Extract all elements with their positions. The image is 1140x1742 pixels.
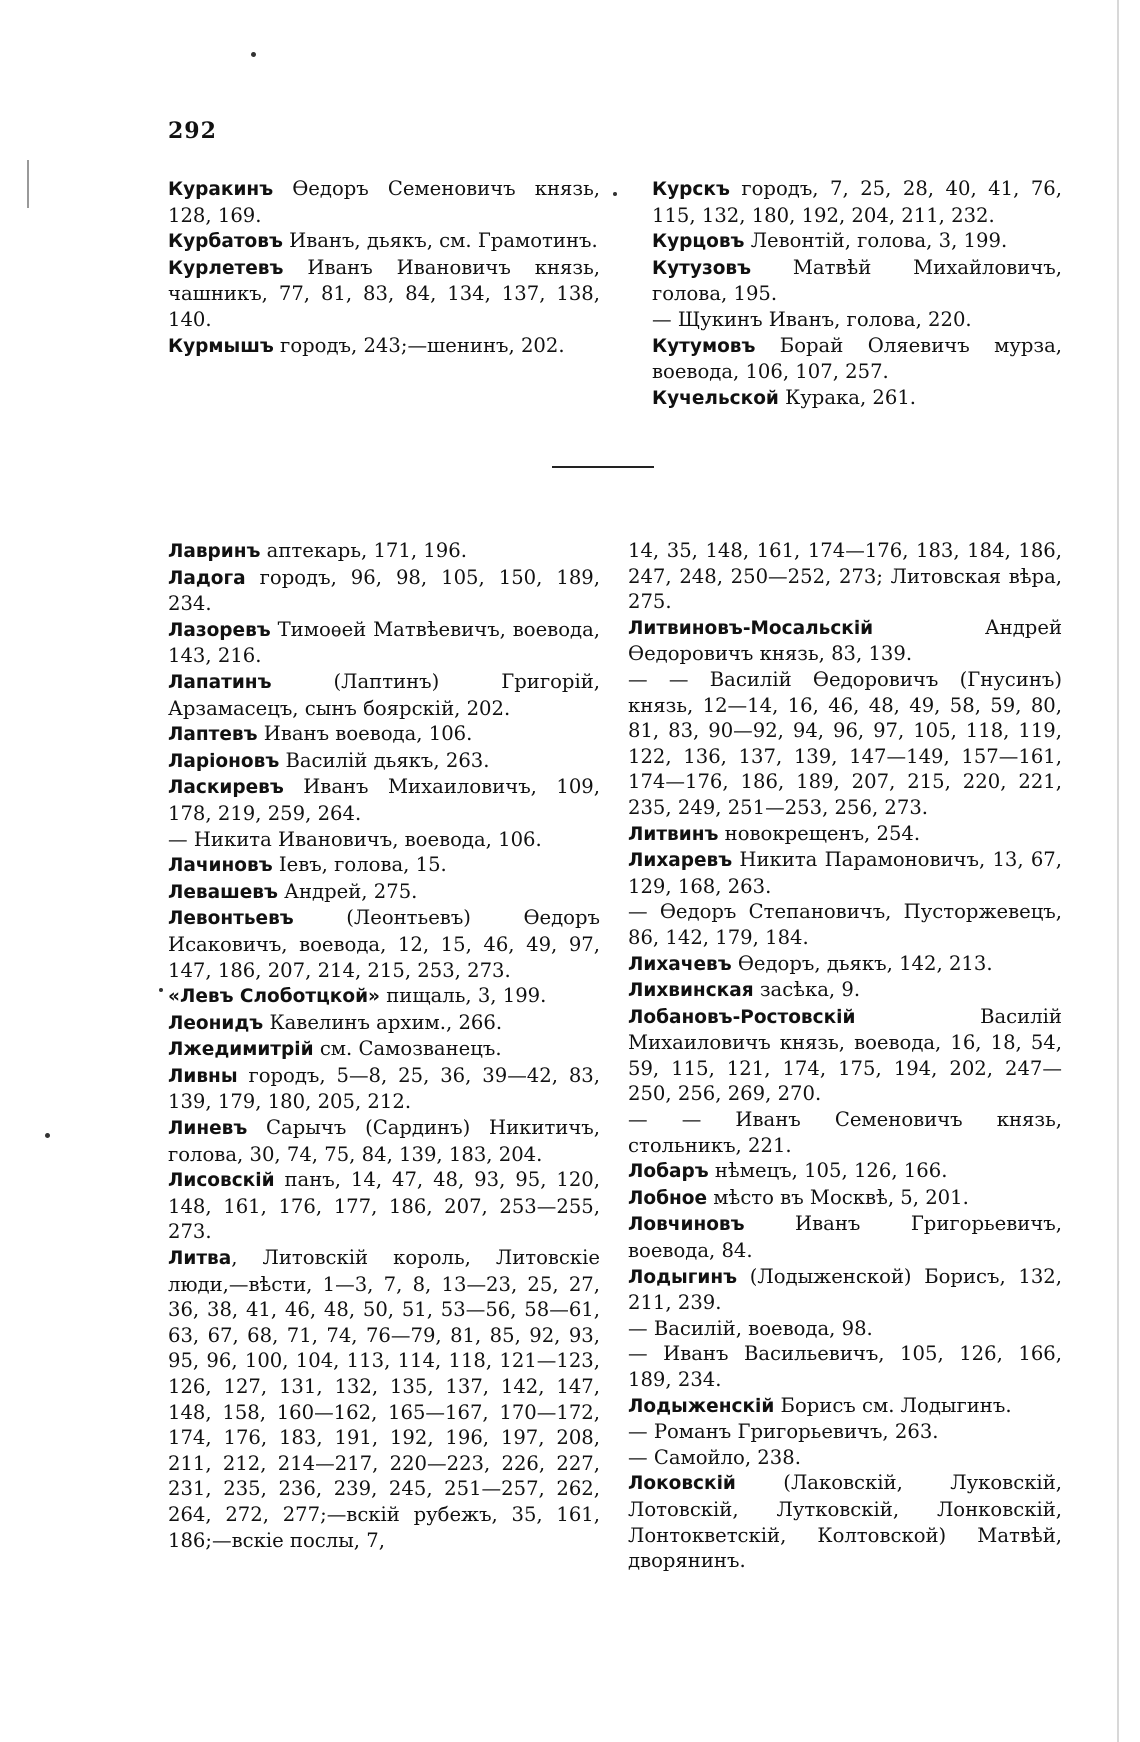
index-entry bbox=[628, 1316, 1062, 1342]
index-headword: Курскъ bbox=[652, 179, 730, 200]
index-headword: Лобаръ bbox=[628, 1161, 709, 1183]
index-entry-text: мѣсто въ Москвѣ, 5, 201. bbox=[707, 1185, 969, 1209]
index-entry bbox=[168, 228, 600, 255]
index-entry bbox=[652, 385, 1062, 412]
index-headword: Левашевъ bbox=[168, 881, 278, 903]
index-entry-text: новокрещенъ, 254. bbox=[718, 821, 921, 845]
index-headword: Лазоревъ bbox=[168, 619, 271, 641]
index-headword: Локовскій bbox=[628, 1473, 736, 1495]
index-entry-text: Иванъ Ивановичъ князь, чашникъ, 77, 81, 83, 84, 134, 137, 138, 140. bbox=[168, 255, 600, 331]
index-entry-text: Курака, 261. bbox=[778, 385, 917, 409]
index-entry-text: (Леонтьевъ) Ѳедоръ Исаковичъ, воевода, 12, 15, 46, 49, 97, 147, 186, 207, 214, 215, 253, 273. bbox=[168, 906, 600, 982]
scan-dot bbox=[613, 192, 617, 196]
index-entry-text: панъ, 14, 47, 48, 93, 95, 120, 148, 161, 176, 177, 186, 207, 253—255, 273. bbox=[168, 1168, 600, 1244]
index-entry bbox=[652, 307, 1062, 333]
index-headword: Литвинъ bbox=[628, 823, 719, 845]
index-entry-text: Иванъ, дьякъ, см. Грамотинъ. bbox=[282, 229, 598, 253]
index-entry bbox=[628, 1004, 1062, 1107]
index-entry-text: Левонтій, голова, 3, 199. bbox=[744, 229, 1008, 253]
index-entry bbox=[628, 847, 1062, 899]
index-entry-text: Никита Парамоновичъ, 13, 67, 129, 168, 263. bbox=[628, 848, 1062, 898]
index-entry-text: — — Иванъ Семеновичъ князь, стольникъ, 221. bbox=[628, 1108, 1062, 1157]
index-entry bbox=[628, 667, 1062, 821]
index-entry bbox=[652, 333, 1062, 385]
index-entry bbox=[628, 538, 1062, 615]
index-entry bbox=[628, 951, 1062, 978]
index-entry bbox=[168, 669, 600, 721]
index-headword: Куракинъ bbox=[168, 179, 274, 200]
index-headword: Левонтьевъ bbox=[168, 908, 294, 930]
index-headword: Лжедимитрій bbox=[168, 1039, 314, 1061]
index-headword: Курцовъ bbox=[652, 231, 745, 253]
index-entry bbox=[628, 821, 1062, 848]
index-entry-text: Кавелинъ архим., 266. bbox=[263, 1010, 503, 1034]
index-entry bbox=[168, 827, 600, 853]
index-entry-text: городъ, 5—8, 25, 36, 39—42, 83, 139, 179, 180, 205, 212. bbox=[168, 1063, 600, 1114]
index-headword: Ларіоновъ bbox=[168, 750, 280, 772]
index-entry bbox=[652, 255, 1062, 307]
index-entry-text: (Лодыженской) Борисъ, 132, 211, 239. bbox=[628, 1264, 1062, 1315]
index-entry-text: (Лаковскій, Луковскій, Лотовскій, Лутковскій, Лонковскій, Лонтокветскій, Колтовской) Матвѣй, дворянинъ. bbox=[628, 1471, 1062, 1573]
index-entry bbox=[628, 1158, 1062, 1185]
index-headword: Лавринъ bbox=[168, 541, 261, 562]
index-headword: Лобановъ-Ростовскій bbox=[628, 1006, 856, 1028]
index-entry bbox=[168, 176, 600, 228]
index-entry bbox=[168, 852, 600, 879]
index-entry-text: Сарычъ (Сардинъ) Никитичъ, голова, 30, 74, 75, 84, 139, 183, 204. bbox=[168, 1116, 600, 1166]
index-entry bbox=[168, 1245, 600, 1553]
index-entry-text: — Никита Ивановичъ, воевода, 106. bbox=[168, 827, 542, 851]
index-headword: Ласкиревъ bbox=[168, 777, 284, 799]
index-entry-text: 14, 35, 148, 161, 174—176, 183, 184, 186, 247, 248, 250—252, 273; Литовская вѣра, 275. bbox=[628, 539, 1062, 614]
index-entry-text: Борай Оляевичъ мурза, воевода, 106, 107, 257. bbox=[652, 333, 1062, 384]
index-entry bbox=[168, 774, 600, 826]
index-entry-text: — Иванъ Васильевичъ, 105, 126, 166, 189, 234. bbox=[628, 1342, 1062, 1391]
scan-mark-right bbox=[1117, 0, 1119, 1742]
index-headword: Лаптевъ bbox=[168, 724, 258, 746]
index-entry-text: — Василій, воевода, 98. bbox=[628, 1316, 873, 1340]
index-headword: Курлетевъ bbox=[168, 257, 284, 279]
index-entry bbox=[168, 905, 600, 983]
index-entry-text: нѣмецъ, 105, 126, 166. bbox=[708, 1159, 948, 1183]
index-entry-text: — Ѳедоръ Степановичъ, Пусторжевецъ, 86, 142, 179, 184. bbox=[628, 900, 1062, 949]
index-entry-text: см. Самозванецъ. bbox=[313, 1037, 502, 1061]
index-entry bbox=[168, 721, 600, 748]
index-entry-text: — — Василій Ѳедоровичъ (Гнусинъ) князь, 12—14, 16, 46, 48, 49, 58, 59, 80, 81, 83, 90—92, 94, 96, 97, 105, 118, 119, 122, 136, 137, 139, 147—149, 157—161, 174—176, 186, 189, 207, 215, 220, 221, 235, 249, 251—253, 256, 273. bbox=[628, 667, 1062, 819]
index-entry bbox=[628, 1470, 1062, 1573]
index-entry bbox=[628, 1445, 1062, 1471]
index-entry bbox=[168, 879, 600, 906]
index-entry bbox=[168, 565, 600, 617]
index-entry-text: Андрей, 275. bbox=[277, 879, 418, 903]
index-entry bbox=[628, 1107, 1062, 1158]
index-headword: Линевъ bbox=[168, 1118, 248, 1140]
index-entry bbox=[628, 899, 1062, 950]
index-column-bottom-left bbox=[168, 538, 600, 1553]
index-entry-text: засѣка, 9. bbox=[753, 978, 861, 1002]
index-entry bbox=[168, 1036, 600, 1063]
index-entry bbox=[628, 1341, 1062, 1392]
index-entry bbox=[652, 176, 1062, 228]
index-column-top-left bbox=[168, 176, 600, 359]
index-entry-text: Иванъ Григорьевичъ, воевода, 84. bbox=[628, 1212, 1062, 1263]
index-headword: Лихаревъ bbox=[628, 850, 733, 872]
index-entry bbox=[168, 1167, 600, 1245]
index-entry-text: , Литовскій король, Литовскіе люди,—вѣсти, 1—3, 7, 8, 13—23, 25, 27, 36, 38, 41, 46, 48, 50, 51, 53—56, 58—61, 63, 67, 68, 71, 74, 76—79, 81, 85, 92, 93, 95, 96, 100, 104, 113, 114, 118, 121—123, 126, 127, 131, 132, 135, 137, 142, 147, 148, 158, 160—162, 165—167, 170—172, 174, 176, 183, 191, 192, 196, 197, 208, 211, 212, 214—217, 220—223, 226, 227, 231, 235, 236, 239, 245, 251—257, 262, 264, 272, 277;—вскій рубежъ, 35, 161, 186;—вскіе послы, 7, bbox=[168, 1246, 600, 1552]
index-entry bbox=[168, 1115, 600, 1167]
index-headword: Лихачевъ bbox=[628, 953, 732, 975]
index-entry-text: Иванъ воевода, 106. bbox=[257, 722, 473, 746]
index-entry bbox=[168, 1063, 600, 1115]
index-entry bbox=[168, 983, 600, 1010]
index-entry-text: Ѳедоръ, дьякъ, 142, 213. bbox=[731, 951, 993, 975]
index-entry bbox=[168, 617, 600, 669]
index-entry bbox=[168, 538, 600, 565]
index-entry-text: Борисъ см. Лодыгинъ. bbox=[774, 1393, 1012, 1417]
index-entry-text: Матвѣй Михайловичъ, голова, 195. bbox=[652, 255, 1062, 306]
index-entry bbox=[628, 977, 1062, 1004]
page-number: 292 bbox=[168, 118, 217, 144]
index-entry bbox=[628, 1264, 1062, 1316]
index-headword: Ладога bbox=[168, 567, 246, 589]
index-entry-text: (Лаптинъ) Григорій, Арзамасецъ, сынъ боярскій, 202. bbox=[168, 669, 600, 720]
index-headword: Лобное bbox=[628, 1187, 708, 1209]
index-entry-text: аптекарь, 171, 196. bbox=[260, 539, 467, 562]
index-entry-text: Василій дьякъ, 263. bbox=[279, 748, 490, 772]
index-entry bbox=[628, 1419, 1062, 1445]
index-headword: Ливны bbox=[168, 1065, 238, 1087]
index-entry bbox=[168, 1010, 600, 1037]
index-headword: Лихвинская bbox=[628, 980, 754, 1002]
index-entry-text: Тимоѳей Матвѣевичъ, воевода, 143, 216. bbox=[168, 617, 600, 668]
index-entry-text: Іевъ, голова, 15. bbox=[272, 853, 447, 877]
scan-dot bbox=[45, 1133, 50, 1138]
index-headword: Литвиновъ-Мосальскій bbox=[628, 617, 874, 639]
index-headword: Кутузовъ bbox=[652, 257, 752, 279]
index-headword: Леонидъ bbox=[168, 1012, 264, 1034]
index-entry bbox=[168, 748, 600, 775]
index-headword: Курбатовъ bbox=[168, 231, 283, 253]
index-headword: Лодыгинъ bbox=[628, 1266, 738, 1288]
index-headword: Лачиновъ bbox=[168, 855, 273, 877]
index-entry bbox=[168, 255, 600, 333]
index-headword: «Левъ Слоботцкой» bbox=[168, 986, 380, 1008]
index-entry-text: — Романъ Григорьевичъ, 263. bbox=[628, 1420, 939, 1444]
index-entry-text: Андрей Ѳедоровичъ князь, 83, 139. bbox=[628, 615, 1062, 666]
index-entry-text: — Щукинъ Иванъ, голова, 220. bbox=[652, 307, 972, 331]
index-headword: Лисовскій bbox=[168, 1170, 275, 1192]
index-headword: Курмышъ bbox=[168, 335, 274, 357]
index-entry-text: — Самойло, 238. bbox=[628, 1445, 801, 1469]
index-headword: Лапатинъ bbox=[168, 671, 272, 693]
index-entry-text: городъ, 7, 25, 28, 40, 41, 76, 115, 132, 180, 192, 204, 211, 232. bbox=[652, 177, 1062, 227]
index-headword: Лодыженскій bbox=[628, 1395, 775, 1417]
index-entry-text: городъ, 243;—шенинъ, 202. bbox=[273, 333, 565, 357]
scan-dot bbox=[159, 988, 163, 992]
index-headword: Ловчиновъ bbox=[628, 1214, 745, 1236]
index-entry bbox=[628, 1185, 1062, 1212]
index-entry-text: пищаль, 3, 199. bbox=[380, 984, 547, 1008]
section-divider bbox=[552, 466, 654, 468]
scan-dot bbox=[251, 52, 256, 57]
index-entry bbox=[628, 1211, 1062, 1263]
index-entry-text: Иванъ Михаиловичъ, 109, 178, 219, 259, 264. bbox=[168, 775, 600, 825]
index-entry-text: Ѳедоръ Семеновичъ князь, 128, 169. bbox=[168, 177, 600, 227]
index-headword: Кутумовъ bbox=[652, 335, 756, 357]
index-column-top-right bbox=[652, 176, 1062, 411]
scan-mark-left bbox=[27, 160, 29, 208]
index-entry bbox=[168, 333, 600, 360]
index-entry bbox=[628, 615, 1062, 667]
index-column-bottom-right bbox=[628, 538, 1062, 1574]
index-headword: Кучельской bbox=[652, 387, 779, 409]
index-entry-text: Василій Михаиловичъ князь, воевода, 16, 18, 54, 59, 115, 121, 174, 175, 194, 202, 247—250, 256, 269, 270. bbox=[628, 1004, 1062, 1106]
index-entry bbox=[628, 1393, 1062, 1420]
index-entry bbox=[652, 228, 1062, 255]
index-headword: Литва bbox=[168, 1248, 232, 1270]
index-entry-text: городъ, 96, 98, 105, 150, 189, 234. bbox=[168, 565, 600, 616]
